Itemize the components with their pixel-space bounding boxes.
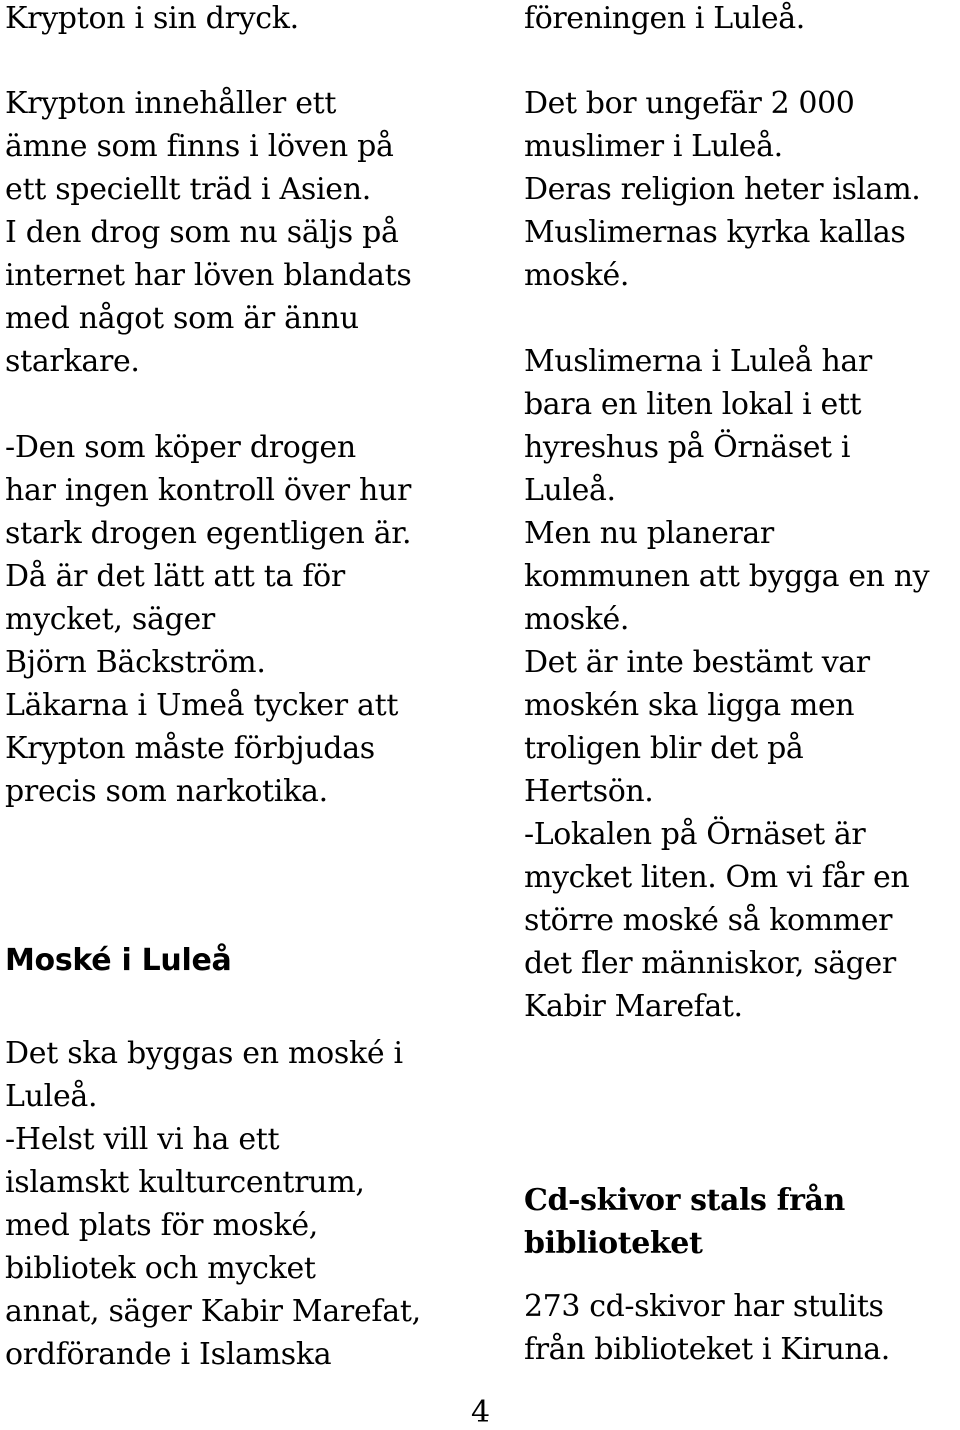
text-line: Hertsön.: [524, 774, 654, 809]
text-line: Muslimernas kyrka kallas: [524, 215, 906, 250]
text-line: ämne som finns i löven på: [5, 129, 394, 164]
heading-line: biblioteket: [524, 1226, 703, 1261]
text-line: -Lokalen på Örnäset är: [524, 817, 866, 852]
text-line: internet har löven blandats: [5, 258, 412, 293]
text-line: Deras religion heter islam.: [524, 172, 921, 207]
text-line: har ingen kontroll över hur: [5, 473, 412, 508]
text-line: moské.: [524, 258, 629, 293]
text-line: starkare.: [5, 344, 140, 379]
continuation-line: föreningen i Luleå.: [524, 1, 805, 36]
text-line: med något som är ännu: [5, 301, 359, 336]
text-line: hyreshus på Örnäset i: [524, 430, 851, 465]
text-line: Det bor ungefär 2 000: [524, 86, 855, 121]
text-line: det fler människor, säger: [524, 946, 896, 981]
text-line: annat, säger Kabir Marefat,: [5, 1294, 421, 1329]
text-line: moské.: [524, 602, 629, 637]
text-line: -Helst vill vi ha ett: [5, 1122, 280, 1157]
page-number: 4: [471, 1395, 491, 1430]
text-line: I den drog som nu säljs på: [5, 215, 399, 250]
text-line: med plats för moské,: [5, 1208, 319, 1243]
text-line: mycket, säger: [5, 602, 215, 637]
text-line: Då är det lätt att ta för: [5, 559, 345, 594]
text-line: troligen blir det på: [524, 731, 804, 766]
section-heading-moske: Moské i Luleå: [5, 943, 232, 978]
text-line: Muslimerna i Luleå har: [524, 344, 872, 379]
text-line: moskén ska ligga men: [524, 688, 855, 723]
intro-line: Krypton i sin dryck.: [5, 1, 299, 36]
text-line: islamskt kulturcentrum,: [5, 1165, 365, 1200]
text-line: bibliotek och mycket: [5, 1251, 316, 1286]
text-line: Luleå.: [524, 473, 616, 508]
text-line: Men nu planerar: [524, 516, 774, 551]
text-line: större moské så kommer: [524, 903, 893, 938]
text-line: ett speciellt träd i Asien.: [5, 172, 372, 207]
text-line: från biblioteket i Kiruna.: [524, 1332, 890, 1367]
text-line: muslimer i Luleå.: [524, 129, 783, 164]
text-line: bara en liten lokal i ett: [524, 387, 862, 422]
text-line: Björn Bäckström.: [5, 645, 266, 680]
text-line: Luleå.: [5, 1079, 98, 1114]
text-line: precis som narkotika.: [5, 774, 328, 809]
heading-line: Cd-skivor stals från: [524, 1183, 845, 1218]
text-line: kommunen att bygga en ny: [524, 559, 930, 594]
text-line: stark drogen egentligen är.: [5, 516, 412, 551]
text-line: Krypton måste förbjudas: [5, 731, 375, 766]
text-line: Krypton innehåller ett: [5, 86, 337, 121]
text-line: Det ska byggas en moské i: [5, 1036, 403, 1071]
text-line: Det är inte bestämt var: [524, 645, 870, 680]
text-line: mycket liten. Om vi får en: [524, 860, 910, 895]
text-line: ordförande i Islamska: [5, 1337, 332, 1372]
text-line: Läkarna i Umeå tycker att: [5, 688, 399, 723]
text-line: Kabir Marefat.: [524, 989, 743, 1024]
text-line: -Den som köper drogen: [5, 430, 356, 465]
text-line: 273 cd-skivor har stulits: [524, 1289, 884, 1324]
